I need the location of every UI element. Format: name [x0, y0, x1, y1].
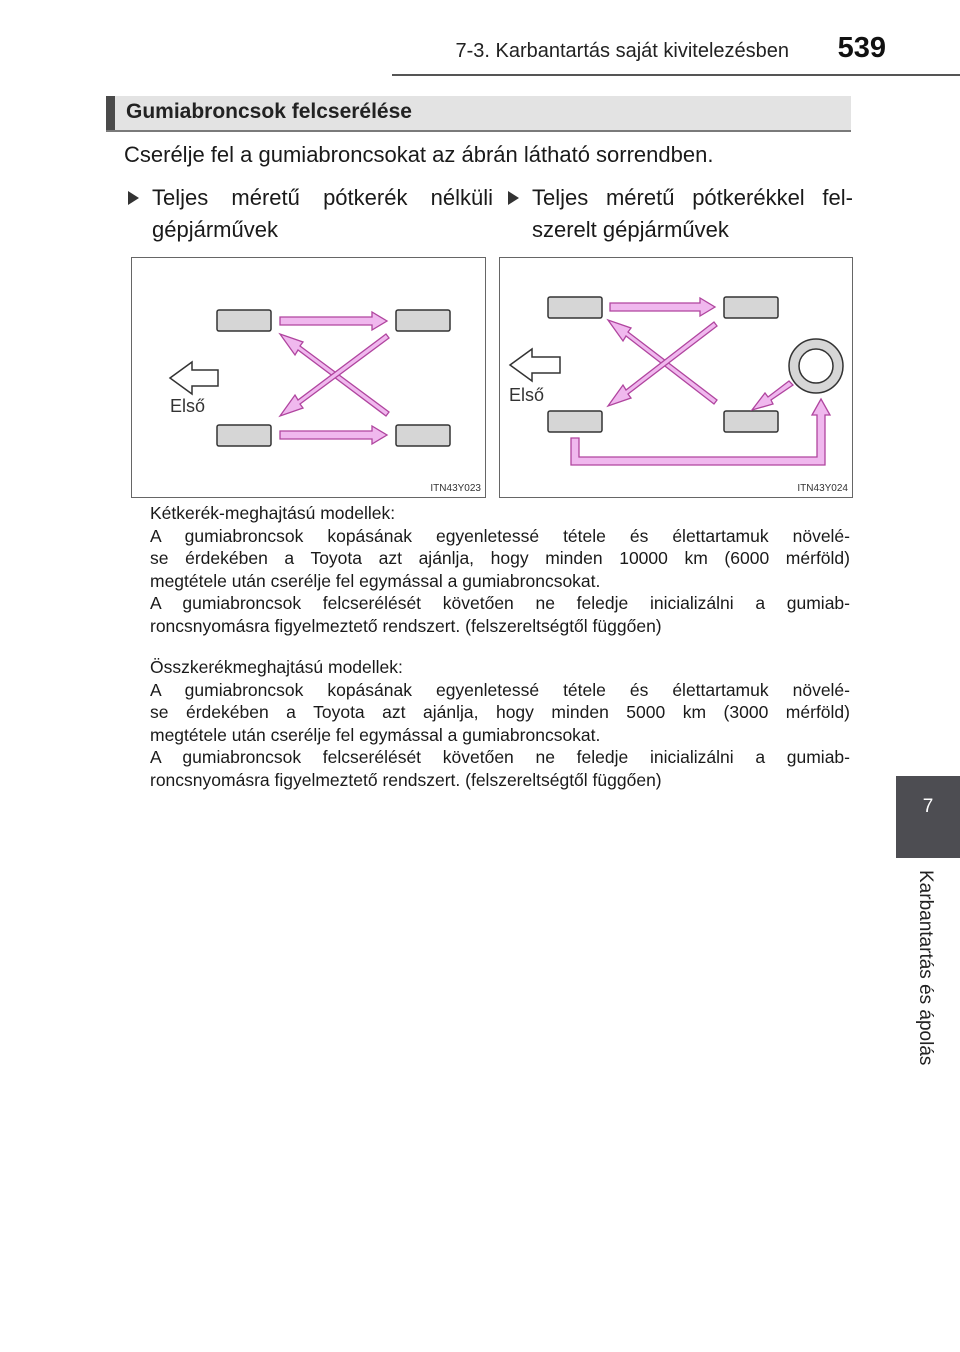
chapter-number: 7	[922, 796, 934, 817]
section-accent	[106, 96, 115, 130]
rotation-diagram-svg	[500, 258, 852, 497]
tire-rear-left	[217, 425, 271, 446]
figure-code: ITN43Y024	[797, 483, 848, 494]
arrow-front-left-to-front-right	[610, 298, 715, 316]
paragraph-line: megtétele után cserélje fel egymással a gumiabroncsokat.	[150, 570, 601, 591]
tire-front-right	[724, 297, 778, 318]
front-label: Első	[509, 385, 545, 405]
tire-front-right	[396, 310, 450, 331]
paragraph-two-wheel-drive	[150, 502, 850, 637]
paragraph-line: se érdekében a Toyota azt ajánlja, hogy minden 5000 km (3000 mérföld)	[150, 702, 850, 722]
figure-code: ITN43Y023	[430, 483, 481, 494]
paragraph-heading: Összkerékmeghajtású modellek:	[150, 657, 403, 677]
paragraph-line: roncsnyomásra figyelmeztető rendszert. (felszereltségtől függően)	[150, 769, 662, 790]
arrow-front-left-to-front-right	[280, 312, 387, 330]
tire-front-left	[548, 297, 602, 318]
running-header-section: 7-3. Karbantartás saját kivitelezésben	[455, 40, 789, 62]
paragraph-heading: Kétkerék-meghajtású modellek:	[150, 503, 396, 523]
page-number: 539	[837, 32, 886, 64]
paragraph-line: A gumiabroncsok kopásának egyenletessé tétele és élettartamuk növelé-	[150, 679, 850, 700]
paragraph-line: A gumiabroncsok felcserélését követően ne feledje inicializálni a gumiab-	[150, 747, 850, 767]
tire-rear-left	[548, 411, 602, 432]
paragraph-line: roncsnyomásra figyelmeztető rendszert. (felszereltségtől függően)	[150, 615, 662, 636]
arrow-spare-to-rear-right	[752, 381, 793, 410]
front-direction-arrow	[170, 362, 218, 394]
chapter-tab[interactable]	[896, 776, 960, 858]
option-line-2: szerelt gépjárművek	[532, 217, 729, 242]
section-title-bar	[106, 96, 851, 132]
paragraph-line: A gumiabroncsok felcserélését követően ne feledje inicializálni a gumiab-	[150, 593, 850, 613]
option-line-1: Teljes méretű pótkerékkel fel-	[532, 185, 853, 210]
paragraph-line: se érdekében a Toyota azt ajánlja, hogy minden 10000 km (6000 mérföld)	[150, 548, 850, 568]
paragraph-line: A gumiabroncsok kopásának egyenletessé tétele és élettartamuk növelé-	[150, 525, 850, 546]
rotation-diagram-with-spare	[499, 257, 853, 498]
chapter-side-label	[914, 870, 936, 1080]
spare-tire-inner	[799, 349, 833, 383]
tire-rear-right	[724, 411, 778, 432]
rotation-diagram-svg	[132, 258, 485, 497]
header-rule	[392, 74, 960, 76]
intro-text: Cserélje fel a gumiabroncsokat az ábrán látható sorrendben.	[124, 142, 714, 167]
option-no-spare	[128, 182, 493, 246]
paragraph-all-wheel-drive	[150, 656, 850, 791]
bullet-triangle-icon	[508, 191, 519, 205]
section-title: Gumiabroncsok felcserélése	[126, 100, 412, 123]
front-direction-arrow	[510, 349, 560, 381]
option-with-spare	[508, 182, 853, 246]
rotation-diagram-no-spare	[131, 257, 486, 498]
option-line-2: gépjárművek	[152, 217, 278, 242]
tire-front-left	[217, 310, 271, 331]
front-label: Első	[170, 396, 206, 416]
bullet-triangle-icon	[128, 191, 139, 205]
arrow-rear-left-to-rear-right	[280, 426, 387, 444]
arrow-rear-left-to-spare	[571, 399, 830, 465]
tire-rear-right	[396, 425, 450, 446]
paragraph-line: megtétele után cserélje fel egymással a gumiabroncsokat.	[150, 724, 601, 745]
option-line-1: Teljes méretű pótkerék nélküli	[152, 185, 493, 210]
chapter-side-label-text: Karbantartás és ápolás	[915, 870, 936, 1066]
